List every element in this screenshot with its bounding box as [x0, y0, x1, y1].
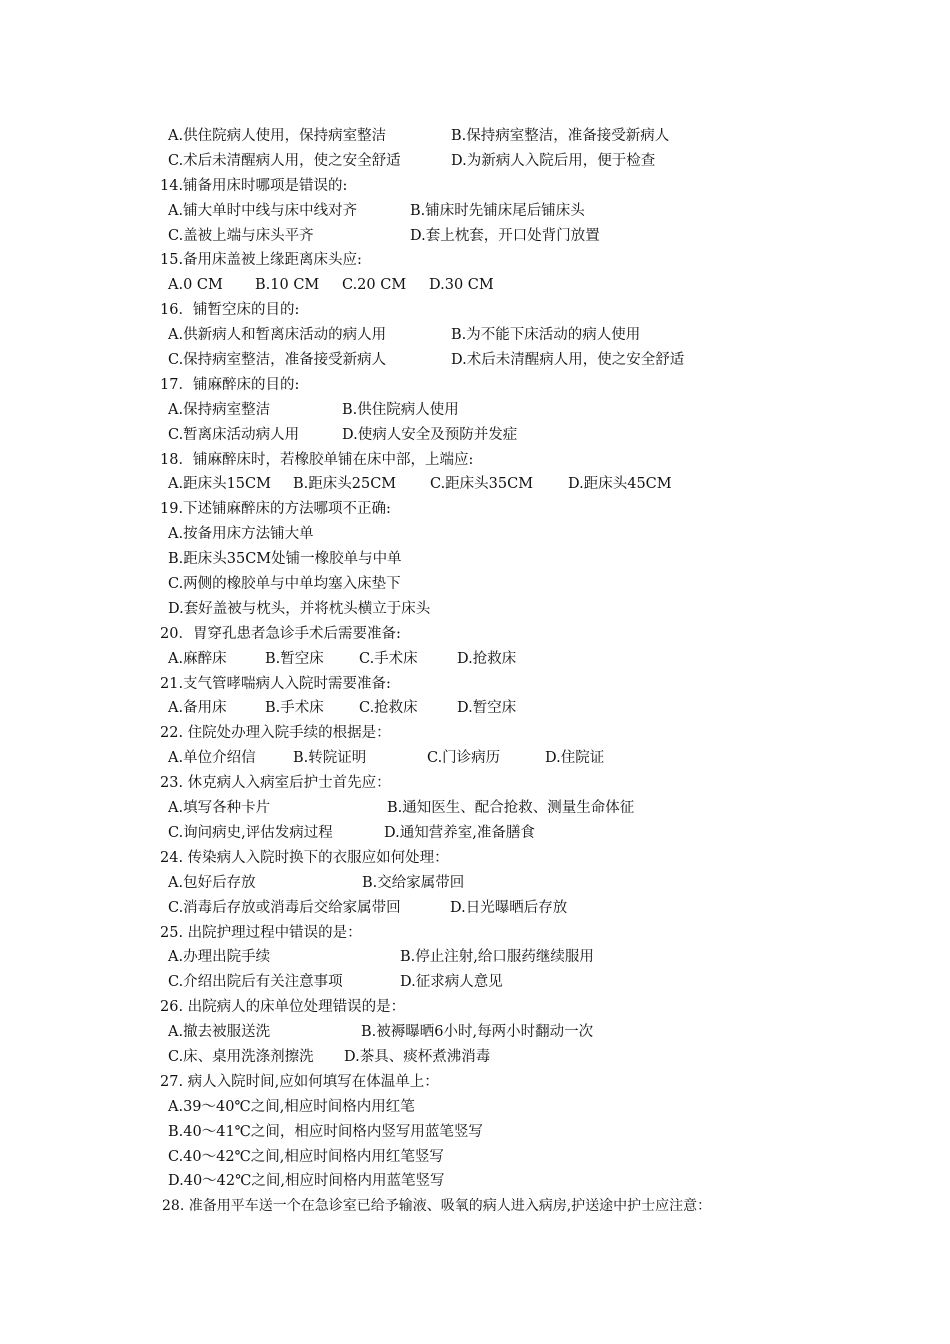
question-stem: 16．铺暂空床的目的:	[160, 302, 300, 319]
question-stem: 19.下述铺麻醉床的方法哪项不正确:	[160, 501, 391, 518]
answer-option: C.两侧的橡胶单与中单均塞入床垫下	[168, 576, 401, 593]
option-row	[160, 124, 920, 149]
answer-option: D.通知营养室,准备膳食	[384, 824, 535, 841]
answer-option: D.40～42℃之间,相应时间格内用蓝笔竖写	[168, 1173, 445, 1190]
answer-option: D.日光曝晒后存放	[450, 899, 568, 916]
answer-option: C.盖被上端与床头平齐	[168, 227, 314, 244]
answer-option: B.交给家属带回	[362, 874, 465, 891]
answer-option: C.床、桌用洗涤剂擦洗	[168, 1048, 314, 1065]
question-stem: 26. 出院病人的床单位处理错误的是：	[160, 999, 406, 1016]
option-row	[160, 1145, 920, 1170]
option-row	[160, 597, 920, 622]
question-stem: 23. 休克病人入病室后护士首先应：	[160, 775, 391, 792]
question-stem: 27. 病人入院时间,应如何填写在体温单上：	[160, 1073, 439, 1090]
answer-option: D.为新病人入院后用，便于检查	[451, 152, 656, 169]
answer-option: B.停止注射,给口服药继续服用	[400, 949, 594, 966]
question-stem: 14.铺备用床时哪项是错误的:	[160, 177, 348, 194]
option-row	[160, 746, 920, 771]
answer-option: D.抢救床	[457, 650, 517, 667]
option-row	[160, 696, 920, 721]
option-row	[160, 572, 920, 597]
answer-option: C.门诊病历	[427, 750, 501, 767]
answer-option: C.距床头35CM	[430, 476, 534, 493]
question-stem: 28. 准备用平车送一个在急诊室已给予输液、吸氧的病人进入病房,护送途中护士应注意：	[162, 1198, 712, 1215]
question-stem: 22. 住院处办理入院手续的根据是：	[160, 725, 391, 742]
option-row	[160, 647, 920, 672]
answer-option: D.术后未清醒病人用，使之安全舒适	[451, 352, 685, 369]
answer-option: C.保持病室整洁，准备接受新病人	[168, 352, 387, 369]
answer-option: A.撤去被服送洗	[168, 1024, 271, 1041]
answer-option: D.茶具、痰杯煮沸消毒	[344, 1048, 491, 1065]
option-row	[160, 821, 920, 846]
answer-option: C.介绍出院后有关注意事项	[168, 974, 343, 991]
question-stem: 18．铺麻醉床时，若橡胶单铺在床中部，上端应:	[160, 451, 474, 468]
option-row	[160, 199, 920, 224]
answer-option: B.保持病室整洁，准备接受新病人	[451, 128, 670, 144]
answer-option: D.套好盖被与枕头，并将枕头横立于床头	[168, 600, 431, 617]
answer-option: D.套上枕套，开口处背门放置	[410, 227, 600, 244]
answer-option: B.通知医生、配合抢救、测量生命体征	[387, 800, 635, 817]
answer-option: A.办理出院手续	[168, 949, 271, 966]
option-row	[160, 423, 920, 448]
option-row	[160, 1020, 920, 1045]
option-row	[160, 522, 920, 547]
answer-option: B.距床头35CM处铺一橡胶单与中单	[168, 551, 402, 568]
answer-option: B.转院证明	[293, 750, 367, 767]
question-stem: 15.备用床盖被上缘距离床头应:	[160, 252, 362, 269]
answer-option: A.供住院病人使用，保持病室整洁	[168, 128, 387, 144]
answer-option: C.术后未清醒病人用，使之安全舒适	[168, 152, 401, 169]
answer-option: D.暂空床	[457, 700, 517, 717]
answer-option: C.手术床	[359, 650, 418, 667]
answer-option: B.为不能下床活动的病人使用	[451, 327, 641, 344]
answer-option: C.抢救床	[359, 700, 418, 717]
option-row	[160, 1169, 920, 1194]
answer-option: C.暂离床活动病人用	[168, 426, 300, 443]
answer-option: A.麻醉床	[168, 650, 227, 667]
answer-option: B.铺床时先铺床尾后铺床头	[410, 202, 585, 219]
answer-option: A.单位介绍信	[168, 750, 256, 767]
answer-option: B.手术床	[265, 700, 324, 717]
option-row	[160, 547, 920, 572]
option-row	[160, 1095, 920, 1120]
answer-option: A.按备用床方法铺大单	[168, 526, 314, 543]
answer-option: A.铺大单时中线与床中线对齐	[168, 202, 358, 219]
option-row	[160, 945, 920, 970]
answer-option: D.距床头45CM	[568, 476, 672, 493]
answer-option: A.包好后存放	[168, 874, 256, 891]
answer-option: A.39～40℃之间,相应时间格内用红笔	[168, 1098, 415, 1115]
answer-option: C.40～42℃之间,相应时间格内用红笔竖写	[168, 1148, 444, 1165]
question-stem: 17．铺麻醉床的目的:	[160, 376, 300, 393]
answer-option: B.距床头25CM	[293, 476, 397, 493]
option-row	[160, 323, 920, 348]
option-row	[160, 796, 920, 821]
answer-option: C.20 CM	[342, 277, 407, 294]
question-list	[160, 124, 920, 1219]
question-stem: 24. 传染病人入院时换下的衣服应如何处理：	[160, 849, 449, 866]
answer-option: D.使病人安全及预防并发症	[342, 426, 518, 443]
answer-option: D.征求病人意见	[400, 974, 503, 991]
answer-option: C.询问病史,评估发病过程	[168, 824, 333, 841]
option-row	[160, 224, 920, 249]
option-row	[160, 149, 920, 174]
answer-option: D.30 CM	[429, 277, 494, 294]
answer-option: A.距床头15CM	[168, 476, 271, 493]
question-stem: 20．胃穿孔患者急诊手术后需要准备:	[160, 625, 401, 642]
option-row	[160, 970, 920, 995]
option-row	[160, 472, 920, 497]
answer-option: A.供新病人和暂离床活动的病人用	[168, 327, 387, 344]
question-stem: 21.支气管哮喘病人入院时需要准备:	[160, 675, 391, 692]
answer-option: B.暂空床	[265, 650, 324, 667]
option-row	[160, 348, 920, 373]
option-row	[160, 1045, 920, 1070]
answer-option: B.40～41℃之间，相应时间格内竖写用蓝笔竖写	[168, 1123, 483, 1140]
answer-option: B.供住院病人使用	[342, 401, 459, 418]
answer-option: C.消毒后存放或消毒后交给家属带回	[168, 899, 401, 916]
option-row	[160, 871, 920, 896]
answer-option: A.0 CM	[168, 277, 223, 294]
answer-option: A.填写各种卡片	[168, 800, 271, 817]
answer-option: A.保持病室整洁	[168, 401, 271, 418]
answer-option: B.被褥曝晒6小时,每两小时翻动一次	[361, 1024, 594, 1041]
answer-option: D.住院证	[545, 750, 605, 767]
option-row	[160, 273, 920, 298]
answer-option: A.备用床	[168, 700, 227, 717]
option-row	[160, 896, 920, 921]
answer-option: B.10 CM	[255, 277, 320, 294]
option-row	[160, 1120, 920, 1145]
question-stem: 25. 出院护理过程中错误的是：	[160, 924, 362, 941]
option-row	[160, 398, 920, 423]
